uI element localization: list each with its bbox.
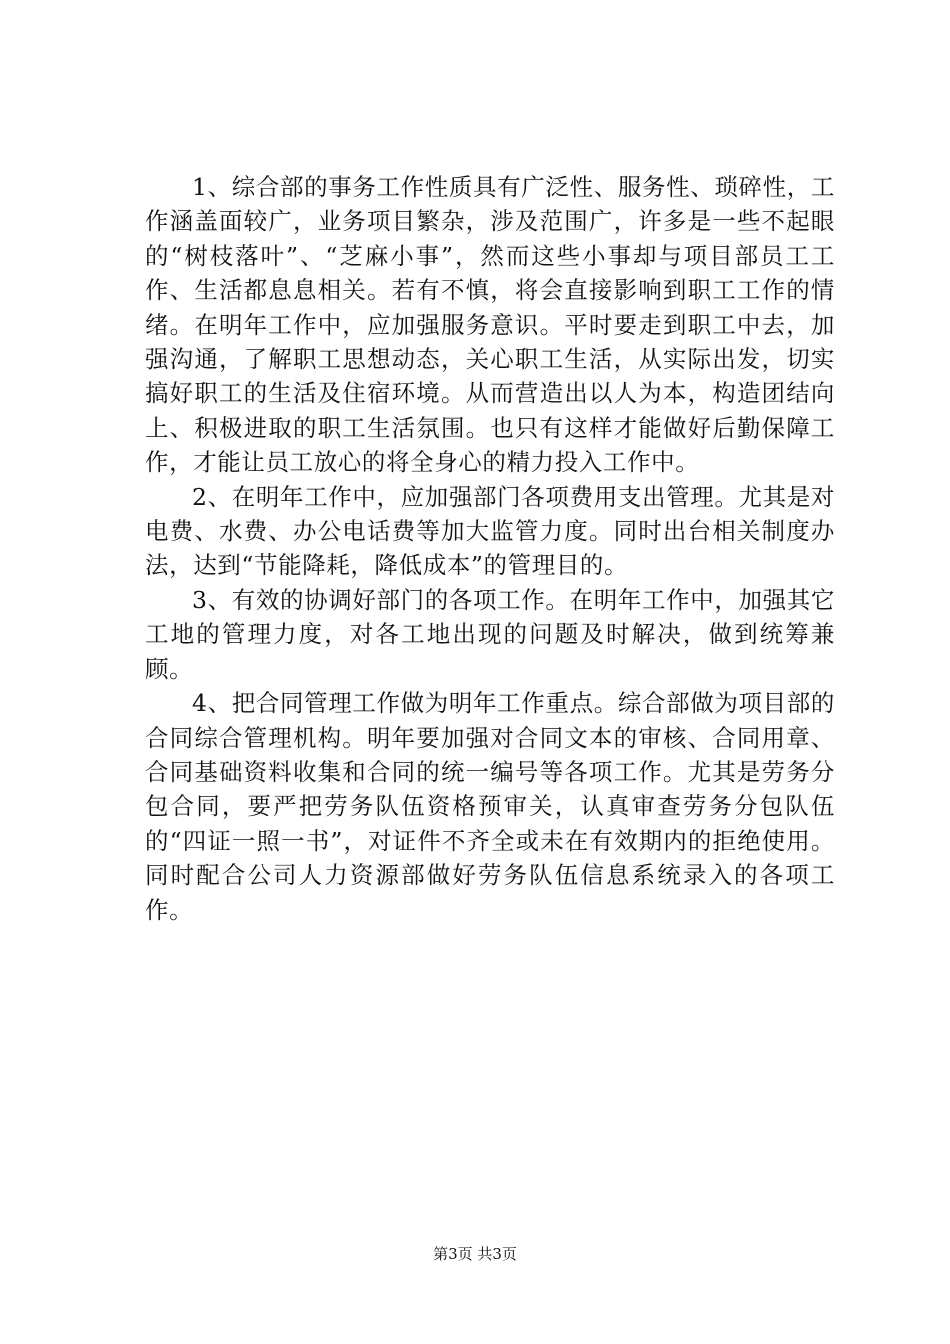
page-footer: 第3页 共3页 (433, 1245, 517, 1263)
paragraph-2: 2、在明年工作中，应加强部门各项费用支出管理。尤其是对电费、水费、办公电话费等加大监管力度。同时出台相关制度办法，达到“节能降耗，降低成本”的管理目的。 (145, 482, 835, 580)
paragraph-1: 1、综合部的事务工作性质具有广泛性、服务性、琐碎性，工作涵盖面较广，业务项目繁杂，涉及范围广，许多是一些不起眼的“树枝落叶”、“芝麻小事”，然而这些小事却与项目部员工工作、生活都息息相关。若有不慎，将会直接影响到职工工作的情绪。在明年工作中，应加强服务意识。平时要走到职工中去，加强沟通，了解职工思想动态，关心职工生活，从实际出发，切实搞好职工的生活及住宿环境。从而营造出以人为本，构造团结向上、积极进取的职工生活氛围。也只有这样才能做好后勤保障工作，才能让员工放心的将全身心的精力投入工作中。 (145, 173, 835, 477)
paragraph-4: 4、把合同管理工作做为明年工作重点。综合部做为项目部的合同综合管理机构。明年要加强对合同文本的审核、合同用章、合同基础资料收集和合同的统一编号等各项工作。尤其是劳务分包合同，要严把劳务队伍资格预审关，认真审查劳务分包队伍的“四证一照一书”，对证件不齐全或未在有效期内的拒绝使用。同时配合公司人力资源部做好劳务队伍信息系统录入的各项工作。 (145, 689, 835, 924)
document-body (145, 170, 835, 927)
paragraph-3: 3、有效的协调好部门的各项工作。在明年工作中，加强其它工地的管理力度，对各工地出现的问题及时解决，做到统筹兼顾。 (145, 585, 835, 683)
